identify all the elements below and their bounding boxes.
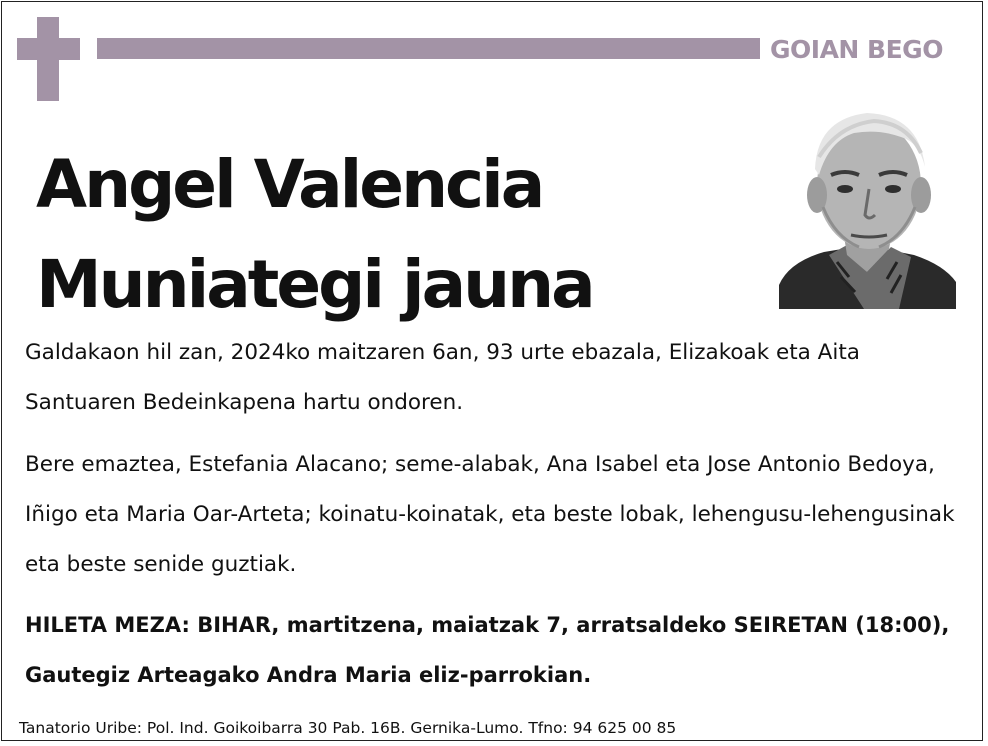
name-line-1: Angel Valencia [36, 146, 543, 223]
header-rule [97, 38, 760, 59]
deceased-name [36, 135, 756, 335]
funeral-home-footer: Tanatorio Uribe: Pol. Ind. Goikoibarra 30 Pab. 16B. Gernika-Lumo. Tfno: 94 625 00 85 [19, 719, 677, 737]
portrait-photo [779, 97, 956, 309]
funeral-paragraph: HILETA MEZA: BIHAR, martitzena, maiatzak 7, arratsaldeko SEIRETAN (18:00), Gautegiz Arteagako Andra Maria eliz-parrokian. [25, 613, 950, 687]
death-notice-paragraph: Galdakaon hil zan, 2024ko maitzaren 6an, 93 urte ebazala, Elizakoak eta Aita Santuaren Bedeinkapena hartu ondoren. [25, 340, 860, 415]
name-line-2: Muniategi jauna [36, 246, 593, 323]
family-paragraph: Bere emaztea, Estefania Alacano; seme-alabak, Ana Isabel eta Jose Antonio Bedoya, Iñigo eta Maria Oar-Arteta; koinatu-koinatak, eta beste lobak, lehengusu-lehengusinak eta beste senide guztiak. [25, 452, 955, 577]
brand-title: GOIAN BEGO [770, 35, 943, 64]
